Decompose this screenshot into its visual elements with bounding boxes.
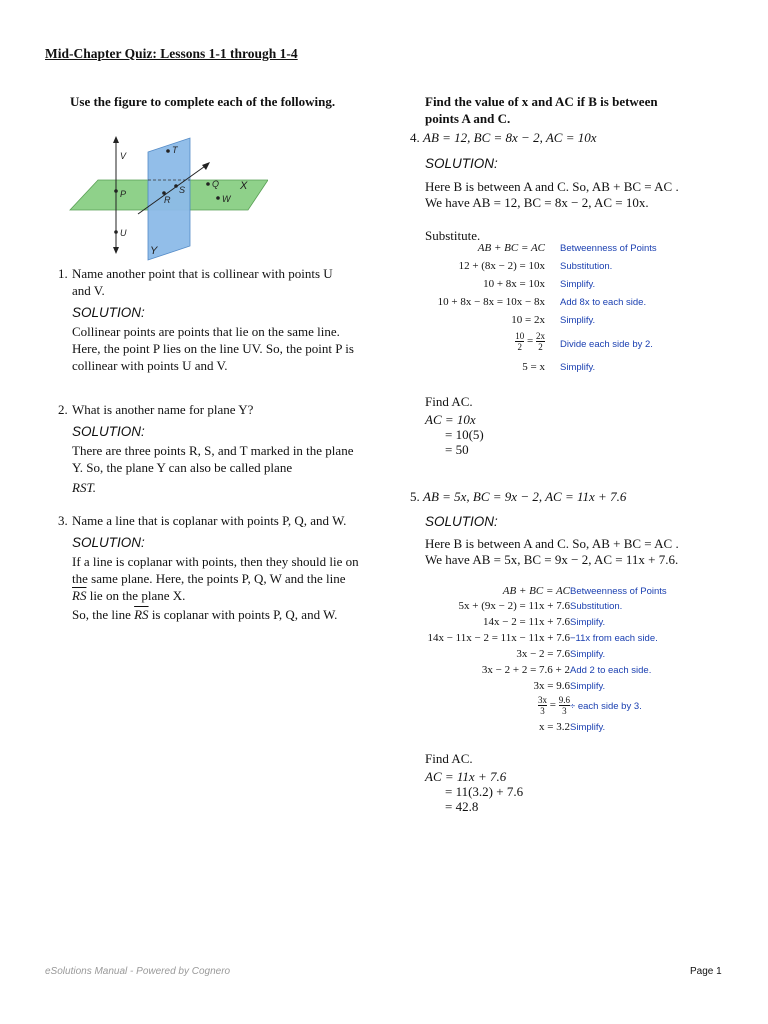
step-reason: Simplify. — [560, 279, 596, 290]
step-equation: 10 + 8x = 10x — [483, 278, 545, 290]
question-2-number: 2. — [58, 402, 68, 417]
step-equation: 5x + (9x − 2) = 11x + 7.6 — [458, 600, 570, 612]
label-r: R — [164, 195, 171, 205]
question-2-text: What is another name for plane Y? — [72, 402, 254, 417]
right-instructions: Find the value of x and AC if B is between points A and C. — [425, 94, 658, 126]
step-reason: Simplify. — [570, 649, 606, 660]
solution-label: SOLUTION: — [425, 156, 498, 171]
line-rs-symbol-2: $\overline{RS}$ — [134, 607, 149, 622]
label-x: X — [240, 180, 248, 192]
question-5-calc: AC = 11x + 7.6 = 11(3.2) + 7.6 = 42.8 — [425, 769, 524, 814]
left-instructions: Use the figure to complete each of the following. — [70, 94, 336, 109]
question-4-here: Here B is between A and C. So, AB + BC = AC . — [425, 179, 679, 194]
question-1 — [58, 265, 358, 374]
step-fraction-equation: $\frac{3x}{3}$ = $\frac{9.6}{3}$ — [538, 695, 570, 716]
question-5-we-have: We have AB = 5x, BC = 9x − 2, AC = 11x + 7.6. — [425, 552, 679, 567]
page-number: Page 1 — [690, 966, 722, 977]
question-3-number: 3. — [58, 513, 68, 528]
label-y: Y — [150, 245, 158, 257]
question-4-steps — [420, 242, 680, 377]
step-reason: Divide each side by 2. — [560, 339, 653, 350]
label-s: S — [179, 185, 186, 195]
step-equation: 3x = 9.6 — [533, 680, 570, 692]
label-q: Q — [212, 179, 220, 189]
step-reason: Substitution. — [570, 601, 623, 612]
question-5-given: 5. AB = 5x, BC = 9x − 2, AC = 11x + 7.6 — [410, 489, 627, 504]
step-equation: 12 + (8x − 2) = 10x — [458, 260, 545, 272]
step-reason: Simplify. — [570, 617, 606, 628]
solution-label: SOLUTION: — [72, 305, 145, 320]
step-reason: −11x from each side. — [570, 633, 658, 644]
question-3-answer-2: So, the line $\overline{RS}$ is coplanar with points P, Q, and W. — [72, 607, 338, 622]
question-2-answer: There are three points R, S, and T marked in the plane Y. So, the plane Y can also be called plane — [72, 443, 354, 475]
question-3 — [58, 512, 363, 623]
step-reason: Betweenness of Points — [560, 243, 657, 254]
step-reason: Simplify. — [560, 315, 596, 326]
step-equation: 14x − 2 = 11x + 7.6 — [483, 616, 570, 628]
step-equation: 3x − 2 + 2 = 7.6 + 2 — [481, 664, 570, 676]
question-2-answer-end: RST. — [72, 480, 96, 495]
step-reason: Simplify. — [560, 362, 596, 373]
question-4-find: Find AC. — [425, 394, 473, 409]
label-v: V — [120, 151, 127, 161]
solution-label: SOLUTION: — [72, 535, 145, 550]
question-2 — [58, 401, 358, 496]
question-1-answer: Collinear points are points that lie on the same line. Here, the point P lies on the line UV. So, the point P is collinear with points U and V. — [72, 324, 354, 373]
line-rs-symbol: $\overline{RS}$ — [72, 588, 87, 603]
step-equation: AB + BC = AC — [477, 242, 545, 254]
question-3-answer: If a line is coplanar with points, then they should lie on the same plane. Here, the points P, Q, W and the line $\overline{RS}$ lie on the plane X. — [72, 554, 359, 603]
question-4-we-have: We have AB = 12, BC = 8x − 2, AC = 10x. — [425, 195, 649, 210]
question-5-find: Find AC. — [425, 751, 473, 766]
step-equation: 3x − 2 = 7.6 — [516, 648, 570, 660]
label-u: U — [120, 228, 127, 238]
step-equation: AB + BC = AC — [502, 585, 570, 597]
step-equation: x = 3.2 — [539, 721, 570, 733]
question-1-number: 1. — [58, 266, 68, 281]
step-equation: 14x − 11x − 2 = 11x − 11x + 7.6 — [427, 632, 570, 644]
question-4-substitute: Substitute. — [425, 228, 481, 243]
step-reason: Add 2 to each side. — [570, 665, 652, 676]
step-reason: Betweenness of Points — [570, 586, 667, 597]
planes-figure — [68, 136, 268, 262]
label-p: P — [120, 189, 127, 199]
question-5-steps — [420, 585, 720, 735]
step-reason: Add 8x to each side. — [560, 297, 647, 308]
page-title: Mid-Chapter Quiz: Lessons 1-1 through 1-4 — [45, 46, 298, 61]
question-1-text: Name another point that is collinear with points U and V. — [72, 266, 333, 298]
question-4-given: 4. AB = 12, BC = 8x − 2, AC = 10x — [410, 130, 597, 145]
step-equation: 5 = x — [522, 361, 545, 373]
question-4-calc: AC = 10x = 10(5) = 50 — [425, 412, 484, 457]
step-equation: 10 + 8x − 8x = 10x − 8x — [437, 296, 545, 308]
step-reason: ÷ each side by 3. — [570, 701, 642, 712]
footer-credit: eSolutions Manual - Powered by Cognero — [45, 966, 231, 977]
step-reason: Substitution. — [560, 261, 613, 272]
label-w: W — [222, 194, 231, 204]
step-reason: Simplify. — [570, 722, 606, 733]
question-5-here: Here B is between A and C. So, AB + BC = AC . — [425, 536, 679, 551]
step-equation: 10 = 2x — [511, 314, 545, 326]
solution-label: SOLUTION: — [425, 514, 498, 529]
step-fraction-equation: $\frac{10}{2}$ = $\frac{2x}{2}$ — [515, 331, 545, 352]
question-3-text: Name a line that is coplanar with points P, Q, and W. — [72, 513, 347, 528]
step-reason: Simplify. — [570, 681, 606, 692]
solution-label: SOLUTION: — [72, 424, 145, 439]
label-t: T — [172, 145, 178, 155]
